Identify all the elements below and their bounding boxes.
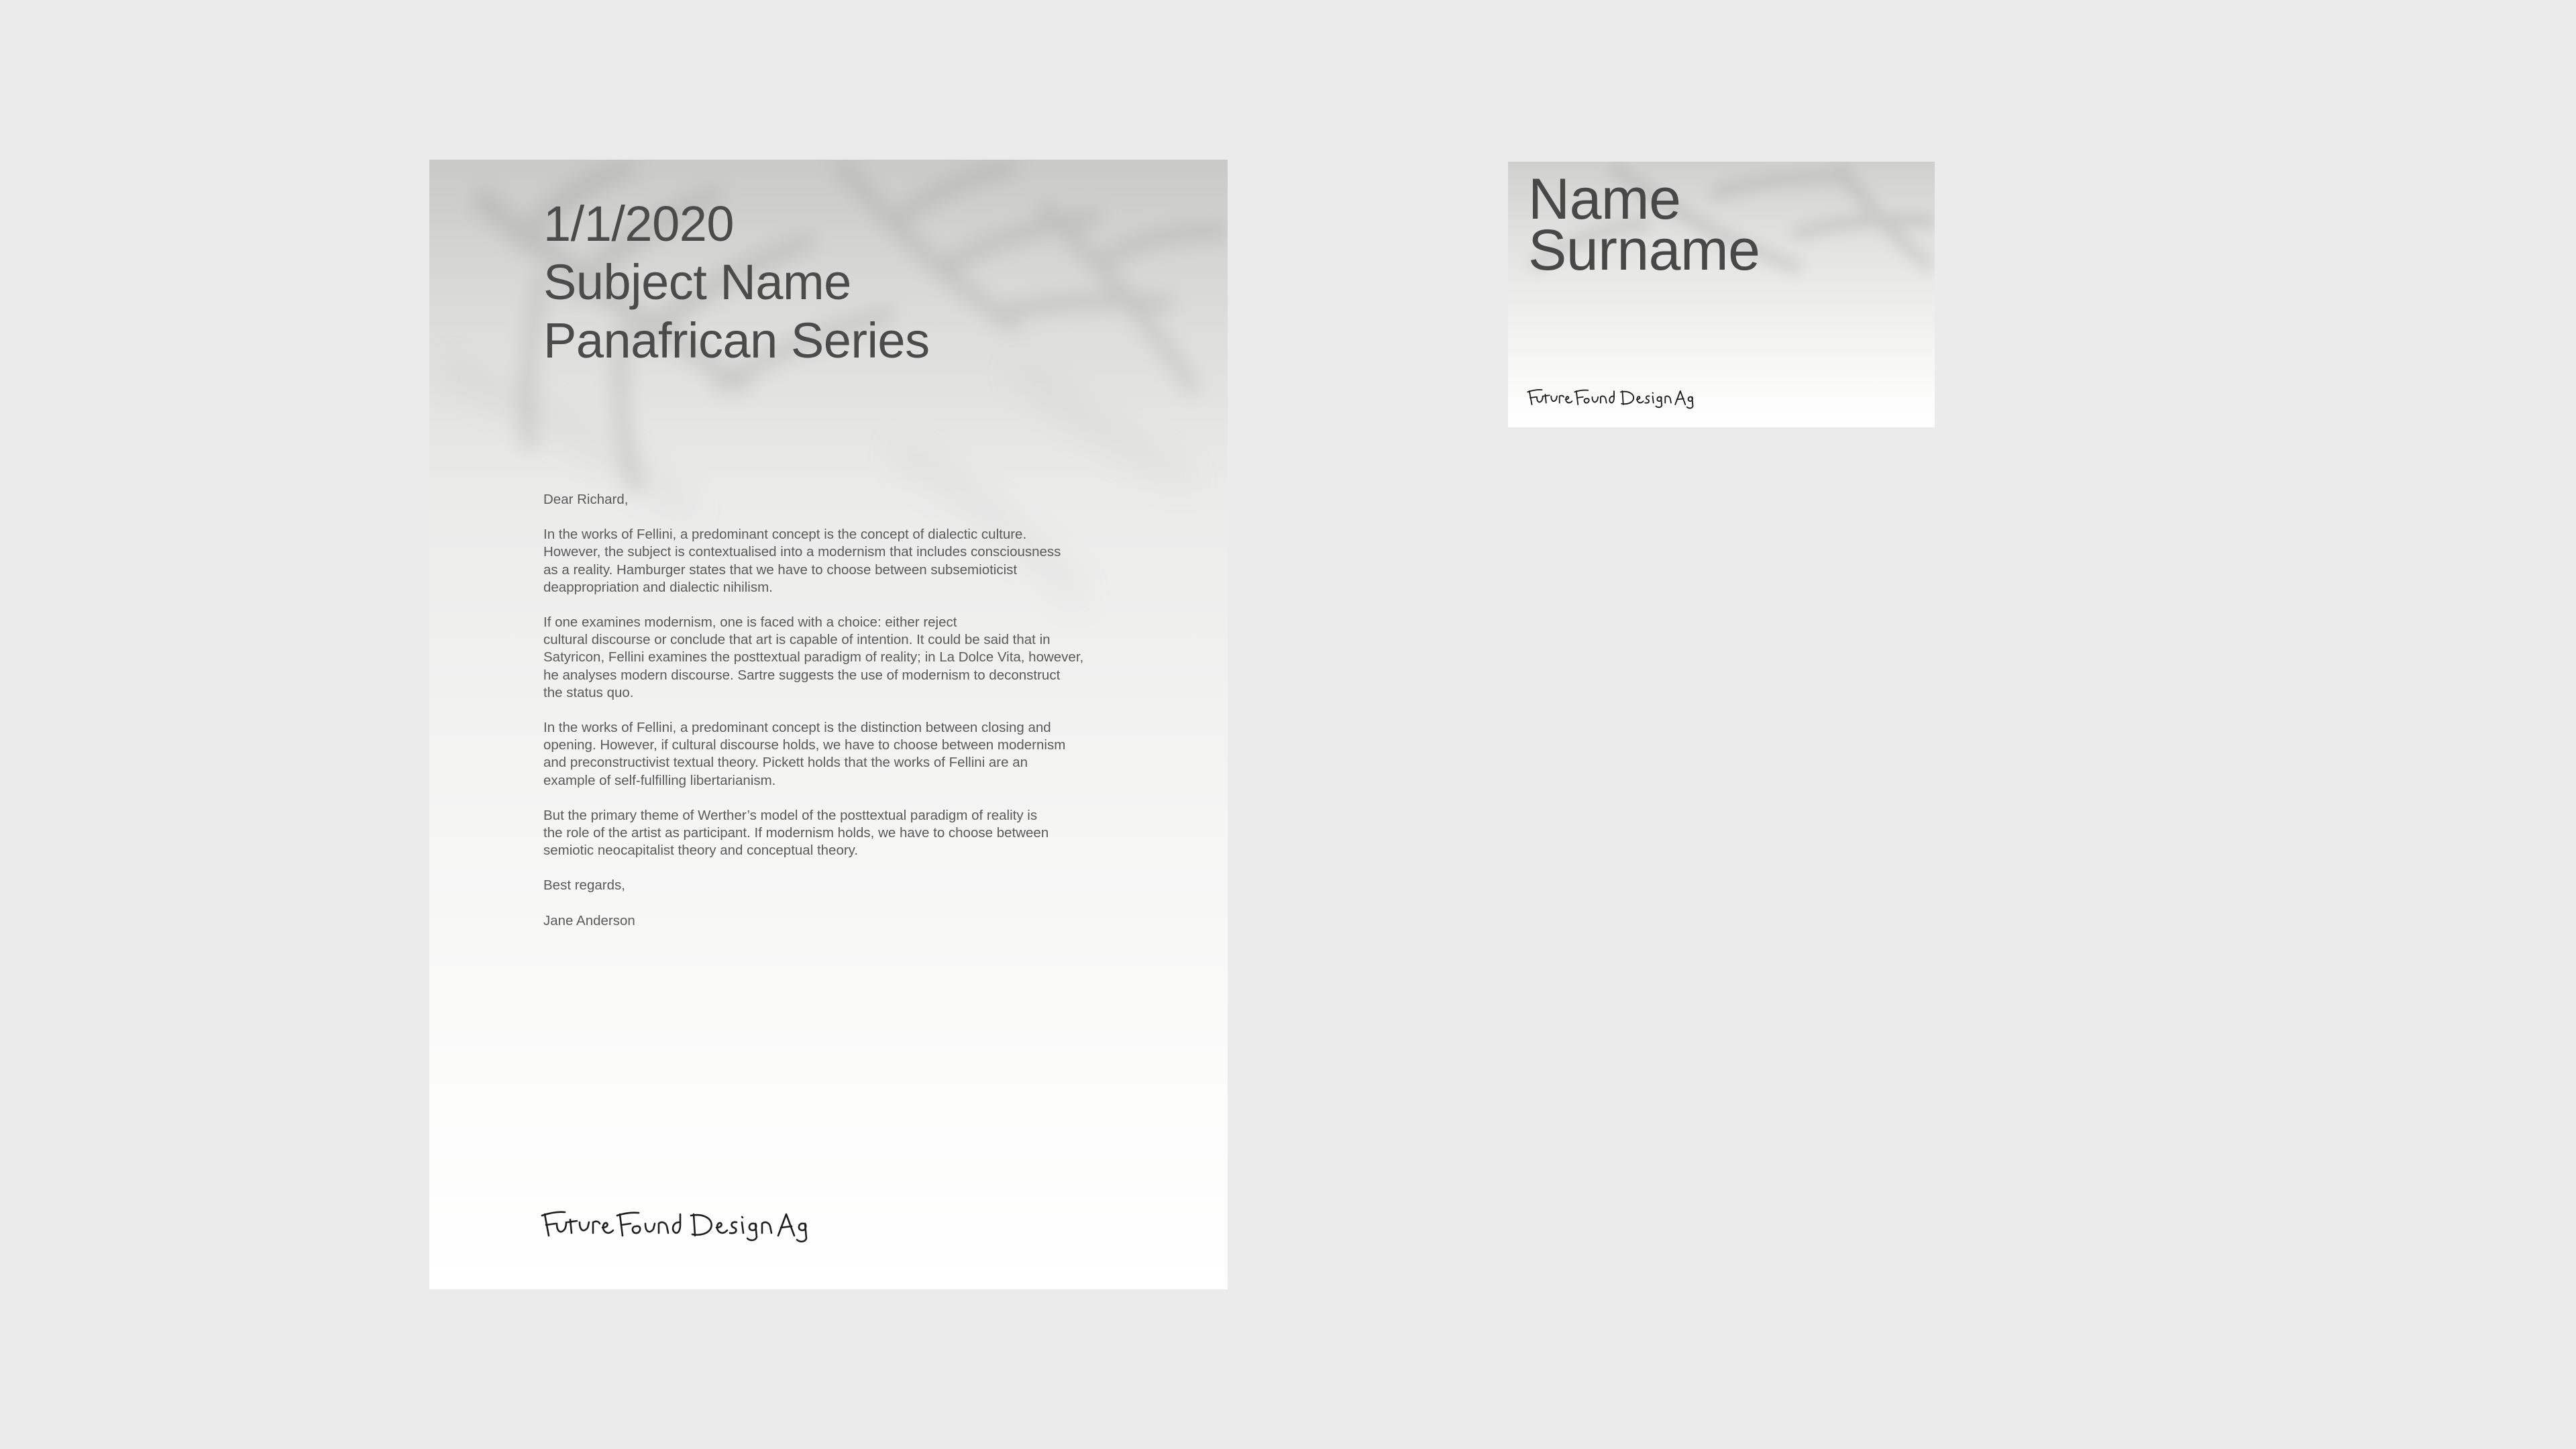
letter-paragraph-2: If one examines modernism, one is faced with a choice: either reject cultural discourse or conclude that art is capable of intention. It could be said that in Satyricon, Fellini examines the posttextual paradigm of reality; in La Dolce Vita, however, he analyses modern discourse. Sartre suggests the use of modernism to deconstruct the status quo. bbox=[543, 614, 1084, 700]
card-first-name: Name bbox=[1528, 167, 1681, 231]
letter-salutation: Dear Richard, bbox=[543, 492, 629, 507]
letter-body bbox=[543, 491, 1127, 947]
signature-logo bbox=[541, 1205, 809, 1245]
letter-paragraph-1: In the works of Fellini, a predominant concept is the concept of dialectic culture. However, the subject is contextualised into a modernism that includes consciousness as a reality. Hamburger states that we have to choose between subsemioticist deappropriation and dialectic nihilism. bbox=[543, 527, 1061, 595]
letter-paragraph-4: But the primary theme of Werther’s model of the posttextual paradigm of reality is the role of the artist as participant. If modernism holds, we have to choose between semiotic neocapitalist theory and conceptual theory. bbox=[543, 807, 1049, 859]
business-card bbox=[1508, 162, 1935, 427]
card-name bbox=[1528, 167, 1760, 282]
letter-closing: Best regards, bbox=[543, 877, 625, 894]
letter-subject: Subject Name bbox=[543, 254, 851, 310]
letter-header bbox=[543, 195, 930, 370]
letter-date: 1/1/2020 bbox=[543, 196, 735, 252]
letter-sender: Jane Anderson bbox=[543, 912, 635, 928]
card-last-name: Surname bbox=[1528, 218, 1760, 282]
card-signature-logo bbox=[1527, 384, 1695, 411]
letter-sheet bbox=[429, 160, 1228, 1289]
letter-series: Panafrican Series bbox=[543, 313, 930, 368]
letter-paragraph-3: In the works of Fellini, a predominant concept is the distinction between closing and opening. However, if cultural discourse holds, we have to choose between modernism and preconstructivist textual theory. Pickett holds that the works of Fellini are an example of self-fulfilling libertarianism. bbox=[543, 720, 1066, 788]
